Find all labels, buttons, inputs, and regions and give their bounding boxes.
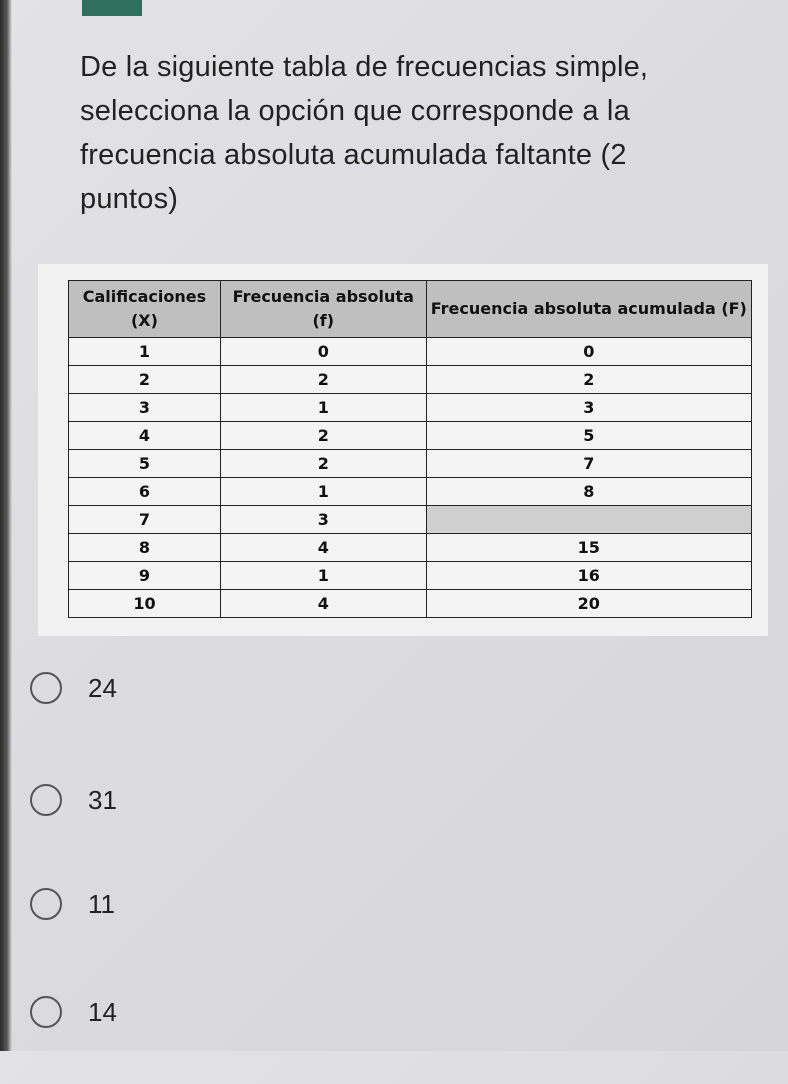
cell-f: 0: [220, 338, 426, 366]
table-row: [69, 422, 752, 450]
header-frecuencia-absoluta: Frecuencia absoluta (f): [220, 281, 426, 338]
option-label: 31: [88, 784, 117, 815]
question-text: De la siguiente tabla de frecuencias simple, selecciona la opción que corresponde a la frecuencia absoluta acumulada faltante (2 puntos): [80, 51, 649, 215]
cell-F-missing: [426, 506, 751, 534]
header-frecuencia-acumulada: Frecuencia absoluta acumulada (F): [426, 281, 751, 338]
cell-F: 8: [426, 478, 751, 506]
cell-f: 3: [220, 506, 426, 534]
cell-f: 1: [220, 394, 426, 422]
cell-x: 10: [69, 590, 221, 618]
table-row: [69, 590, 752, 618]
table-row: [69, 478, 752, 506]
table-row: [69, 534, 752, 562]
cell-x: 5: [69, 450, 221, 478]
table-row: [69, 562, 752, 590]
device-edge: [0, 0, 12, 1051]
cell-x: 4: [69, 422, 221, 450]
cell-x: 9: [69, 562, 221, 590]
cell-F: 20: [426, 590, 751, 618]
cell-x: 3: [69, 394, 221, 422]
cell-f: 1: [220, 478, 426, 506]
option-label: 11: [88, 888, 115, 919]
table-row: [69, 450, 752, 478]
cell-F: 0: [426, 338, 751, 366]
table-row: [69, 366, 752, 394]
cell-x: 6: [69, 478, 221, 506]
frequency-table: [68, 280, 752, 618]
cell-x: 2: [69, 366, 221, 394]
header-calificaciones: Calificaciones (X): [69, 281, 221, 338]
cell-f: 2: [220, 366, 426, 394]
table-row: [69, 338, 752, 366]
cell-F: 7: [426, 450, 751, 478]
answer-options: [30, 668, 430, 1084]
table-header-row: [69, 281, 752, 338]
cell-f: 1: [220, 562, 426, 590]
table-row: [69, 394, 752, 422]
cell-x: 1: [69, 338, 221, 366]
cell-f: 4: [220, 534, 426, 562]
cell-f: 2: [220, 422, 426, 450]
cell-f: 4: [220, 590, 426, 618]
cell-F: 5: [426, 422, 751, 450]
radio-button[interactable]: [30, 672, 62, 704]
cell-F: 15: [426, 534, 751, 562]
table-image: [38, 264, 768, 636]
cell-x: 7: [69, 506, 221, 534]
cell-f: 2: [220, 450, 426, 478]
cell-F: 3: [426, 394, 751, 422]
option-11[interactable]: [30, 852, 430, 956]
radio-button[interactable]: [30, 996, 62, 1028]
radio-button[interactable]: [30, 784, 62, 816]
option-24[interactable]: [30, 636, 430, 740]
option-label: 14: [88, 996, 117, 1027]
radio-button[interactable]: [30, 888, 62, 920]
cell-F: 2: [426, 366, 751, 394]
table-row: [69, 506, 752, 534]
cell-F: 16: [426, 562, 751, 590]
section-tab: [82, 0, 142, 16]
cell-x: 8: [69, 534, 221, 562]
option-14[interactable]: [30, 960, 430, 1064]
option-31[interactable]: [30, 748, 430, 852]
option-label: 24: [88, 672, 117, 703]
